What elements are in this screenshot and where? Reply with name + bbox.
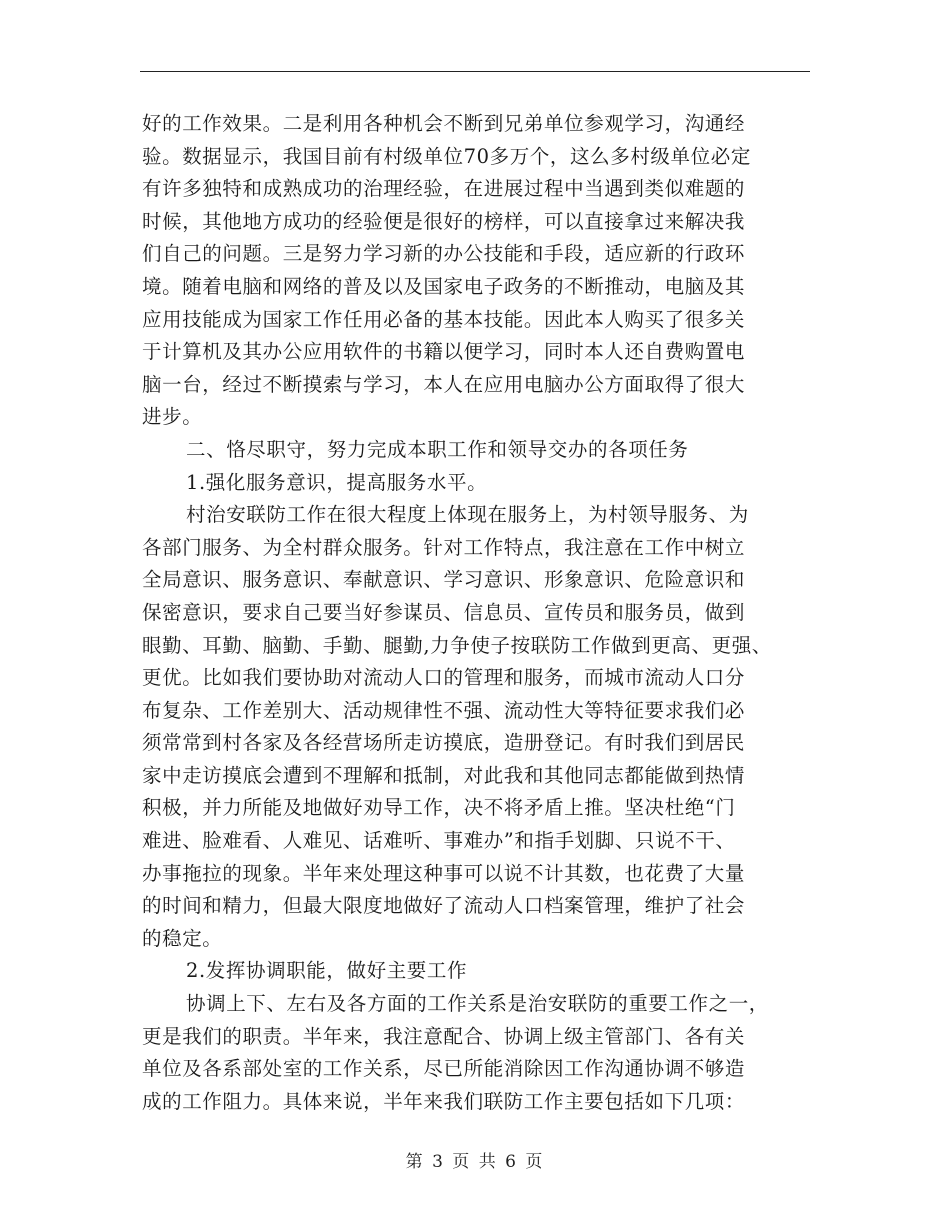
- text-line: 有许多独特和成熟成功的治理经验，在进展过程中当遇到类似难题的: [142, 177, 746, 201]
- text-line: 二、恪尽职守，努力完成本职工作和领导交办的各项任务: [186, 437, 689, 461]
- header-rule: [140, 71, 810, 72]
- text-line: 单位及各系部处室的工作关系，尽已所能消除因工作沟通协调不够造: [142, 1057, 746, 1081]
- text-line: 好的工作效果。二是利用各种机会不断到兄弟单位参观学习，沟通经: [142, 112, 746, 135]
- text-line: 于计算机及其办公应用软件的书籍以便学习，同时本人还自费购置电: [142, 340, 746, 364]
- text-line: 应用技能成为国家工作任用必备的基本技能。因此本人购买了很多关: [142, 307, 746, 331]
- text-line: 眼勤、耳勤、脑勤、手勤、腿勤,力争使子按联防工作做到更高、更强、: [142, 633, 772, 657]
- text-line: 村治安联防工作在很大程度上体现在服务上，为村领导服务、为: [186, 503, 749, 527]
- text-line: 进步。: [142, 405, 203, 429]
- text-line: 保密意识，要求自己要当好参谋员、信息员、宣传员和服务员，做到: [142, 600, 746, 624]
- text-line: 境。随着电脑和网络的普及以及国家电子政务的不断推动，电脑及其: [142, 274, 746, 298]
- text-line: 成的工作阻力。具体来说，半年来我们联防工作主要包括如下几项：: [142, 1089, 746, 1113]
- text-line: 积极，并力所能及地做好劝导工作，决不将矛盾上推。坚决杜绝“门: [142, 796, 736, 820]
- text-line: 验。数据显示，我国目前有村级单位70多万个，这么多村级单位必定: [142, 144, 751, 168]
- text-line: 办事拖拉的现象。半年来处理这种事可以说不计其数，也花费了大量: [142, 861, 746, 885]
- text-line: 家中走访摸底会遭到不理解和抵制，对此我和其他同志都能做到热情: [142, 763, 746, 787]
- page-number-footer: 第 3 页 共 6 页: [405, 1152, 545, 1172]
- text-line: 们自己的问题。三是努力学习新的办公技能和手段，适应新的行政环: [142, 242, 746, 266]
- text-line: 全局意识、服务意识、奉献意识、学习意识、形象意识、危险意识和: [142, 568, 746, 592]
- text-line: 协调上下、左右及各方面的工作关系是治安联防的重要工作之一，: [186, 992, 769, 1016]
- text-line: 各部门服务、为全村群众服务。针对工作特点，我注意在工作中树立: [142, 535, 746, 559]
- text-line: 的稳定。: [142, 926, 223, 950]
- text-line: 的时间和精力，但最大限度地做好了流动人口档案管理，维护了社会: [142, 894, 746, 918]
- text-line: 2.发挥协调职能，做好主要工作: [186, 959, 468, 983]
- document-body: [142, 108, 810, 1118]
- text-line: 更是我们的职责。半年来，我注意配合、协调上级主管部门、各有关: [142, 1024, 746, 1048]
- text-line: 脑一台，经过不断摸索与学习，本人在应用电脑办公方面取得了很大: [142, 372, 746, 396]
- text-line: 更优。比如我们要协助对流动人口的管理和服务，而城市流动人口分: [142, 666, 746, 690]
- text-line: 时候，其他地方成功的经验便是很好的榜样，可以直接拿过来解决我: [142, 209, 746, 233]
- text-line: 难进、脸难看、人难见、话难听、事难办”和指手划脚、只说不干、: [142, 829, 736, 853]
- text-line: 布复杂、工作差别大、活动规律性不强、流动性大等特征要求我们必: [142, 698, 746, 722]
- text-line: 1.强化服务意识，提高服务水平。: [186, 470, 488, 494]
- text-line: 须常常到村各家及各经营场所走访摸底，造册登记。有时我们到居民: [142, 731, 746, 755]
